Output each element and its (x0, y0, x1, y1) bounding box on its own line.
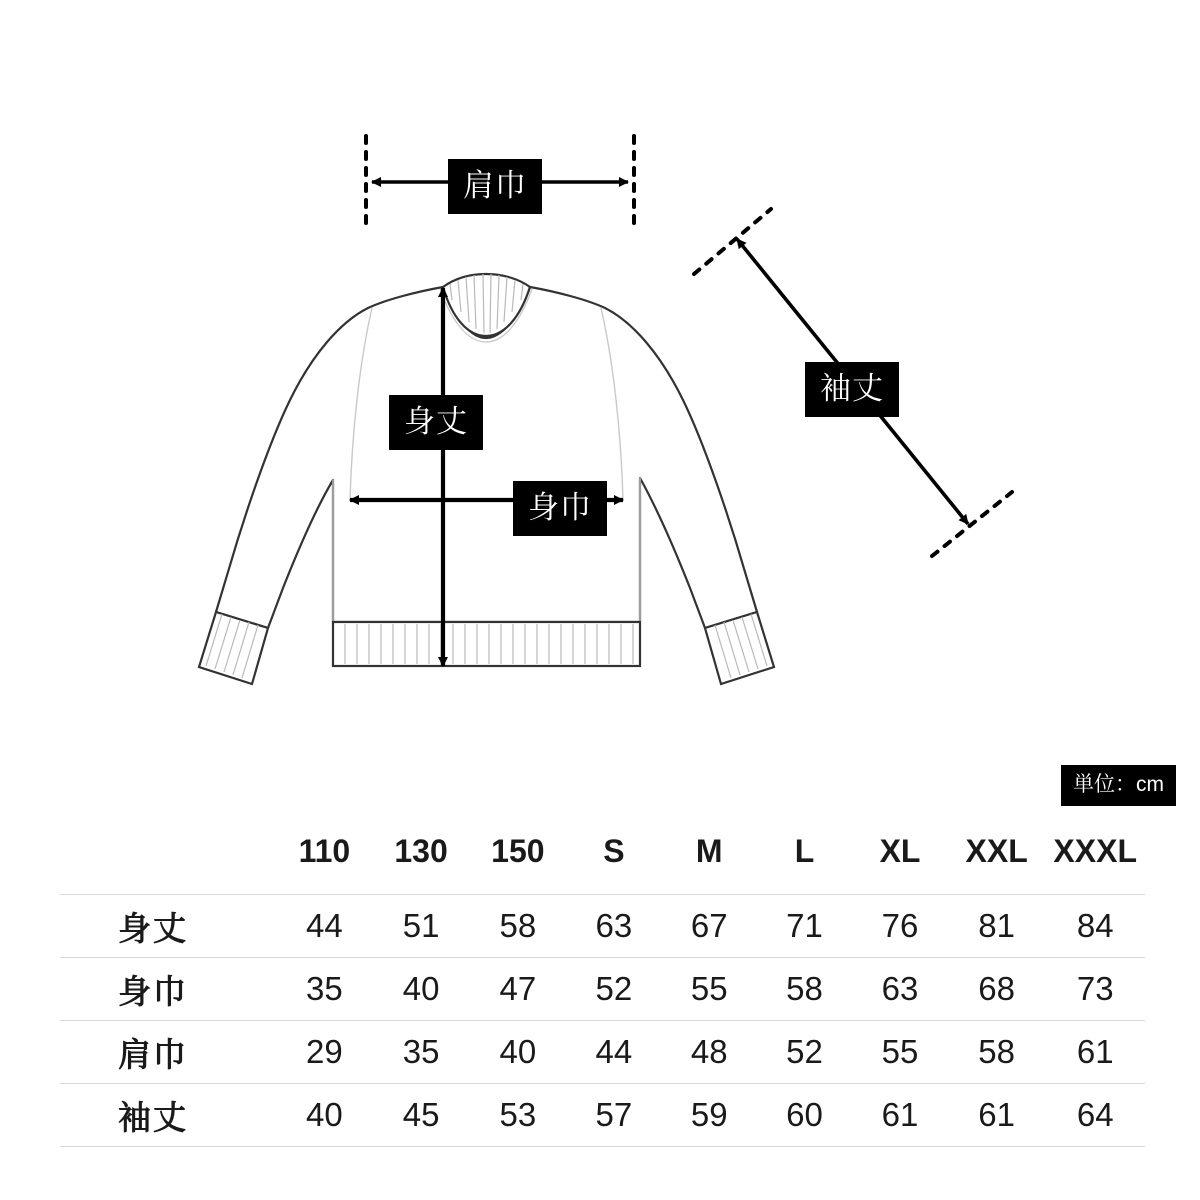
cell-body-length-110: 44 (306, 907, 343, 944)
cell-body-width-xxxl: 73 (1076, 970, 1114, 1007)
garment-outline (216, 287, 757, 628)
cell-body-length-xxl: 81 (978, 907, 1016, 944)
size-header-m: M (695, 832, 723, 869)
size-header-150: 150 (491, 832, 545, 869)
table-corner-header (60, 820, 276, 895)
size-header-130: 130 (394, 832, 448, 869)
cell-sleeve-length-s: 57 (595, 1096, 633, 1133)
row-header-shoulder-width: 肩巾 (118, 1035, 188, 1073)
cell-body-width-130: 40 (402, 970, 440, 1007)
sleeve-length-label: 袖丈 (805, 362, 899, 417)
size-header-xxl: XXL (965, 832, 1028, 869)
cell-shoulder-width-m: 48 (690, 1033, 728, 1070)
cell-body-length-s: 63 (595, 907, 633, 944)
table-row (60, 1084, 1145, 1147)
cell-body-width-s: 52 (595, 970, 633, 1007)
unit-badge: 単位：cm (1061, 765, 1176, 806)
table-row (60, 895, 1145, 958)
shoulder-width-label: 肩巾 (448, 159, 542, 214)
cell-body-width-xxl: 68 (978, 970, 1016, 1007)
cell-sleeve-length-xl: 61 (881, 1096, 919, 1133)
cell-shoulder-width-150: 40 (499, 1033, 537, 1070)
cell-body-length-150: 58 (499, 907, 537, 944)
body-width-label: 身巾 (513, 481, 607, 536)
cell-body-length-l: 71 (786, 907, 823, 944)
hem-rib (333, 622, 640, 666)
cell-body-width-l: 58 (786, 970, 823, 1007)
cell-shoulder-width-130: 35 (402, 1033, 440, 1070)
table-row (60, 958, 1145, 1021)
cell-shoulder-width-xxxl: 61 (1076, 1033, 1114, 1070)
table-header-row (60, 820, 1145, 895)
size-header-s: S (603, 832, 625, 869)
cell-body-width-xl: 63 (881, 970, 919, 1007)
cell-body-length-130: 51 (402, 907, 440, 944)
cell-shoulder-width-110: 29 (306, 1033, 343, 1070)
cell-sleeve-length-xxxl: 64 (1076, 1096, 1114, 1133)
cell-sleeve-length-130: 45 (402, 1096, 440, 1133)
size-header-l: L (794, 832, 815, 869)
cell-shoulder-width-xxl: 58 (978, 1033, 1016, 1070)
size-header-xl: XL (879, 832, 921, 869)
cell-sleeve-length-xxl: 61 (978, 1096, 1016, 1133)
cell-body-length-m: 67 (690, 907, 728, 944)
row-header-body-width: 身巾 (118, 972, 188, 1010)
cell-shoulder-width-s: 44 (595, 1033, 633, 1070)
cell-body-width-110: 35 (306, 970, 343, 1007)
cell-sleeve-length-m: 59 (690, 1096, 728, 1133)
cell-sleeve-length-150: 53 (499, 1096, 537, 1133)
table-row (60, 1021, 1145, 1084)
cell-shoulder-width-l: 52 (786, 1033, 823, 1070)
cell-body-length-xl: 76 (881, 907, 919, 944)
cell-body-length-xxxl: 84 (1076, 907, 1114, 944)
cell-body-width-150: 47 (499, 970, 537, 1007)
cell-body-width-m: 55 (690, 970, 728, 1007)
row-header-sleeve-length: 袖丈 (118, 1098, 188, 1136)
cell-sleeve-length-l: 60 (786, 1096, 823, 1133)
row-header-body-length: 身丈 (118, 909, 188, 947)
size-header-110: 110 (298, 832, 351, 869)
cell-shoulder-width-xl: 55 (881, 1033, 919, 1070)
size-chart-table (60, 820, 1145, 1147)
body-length-label: 身丈 (389, 395, 483, 450)
size-header-xxxl: XXXL (1053, 832, 1137, 869)
cell-sleeve-length-110: 40 (306, 1096, 343, 1133)
